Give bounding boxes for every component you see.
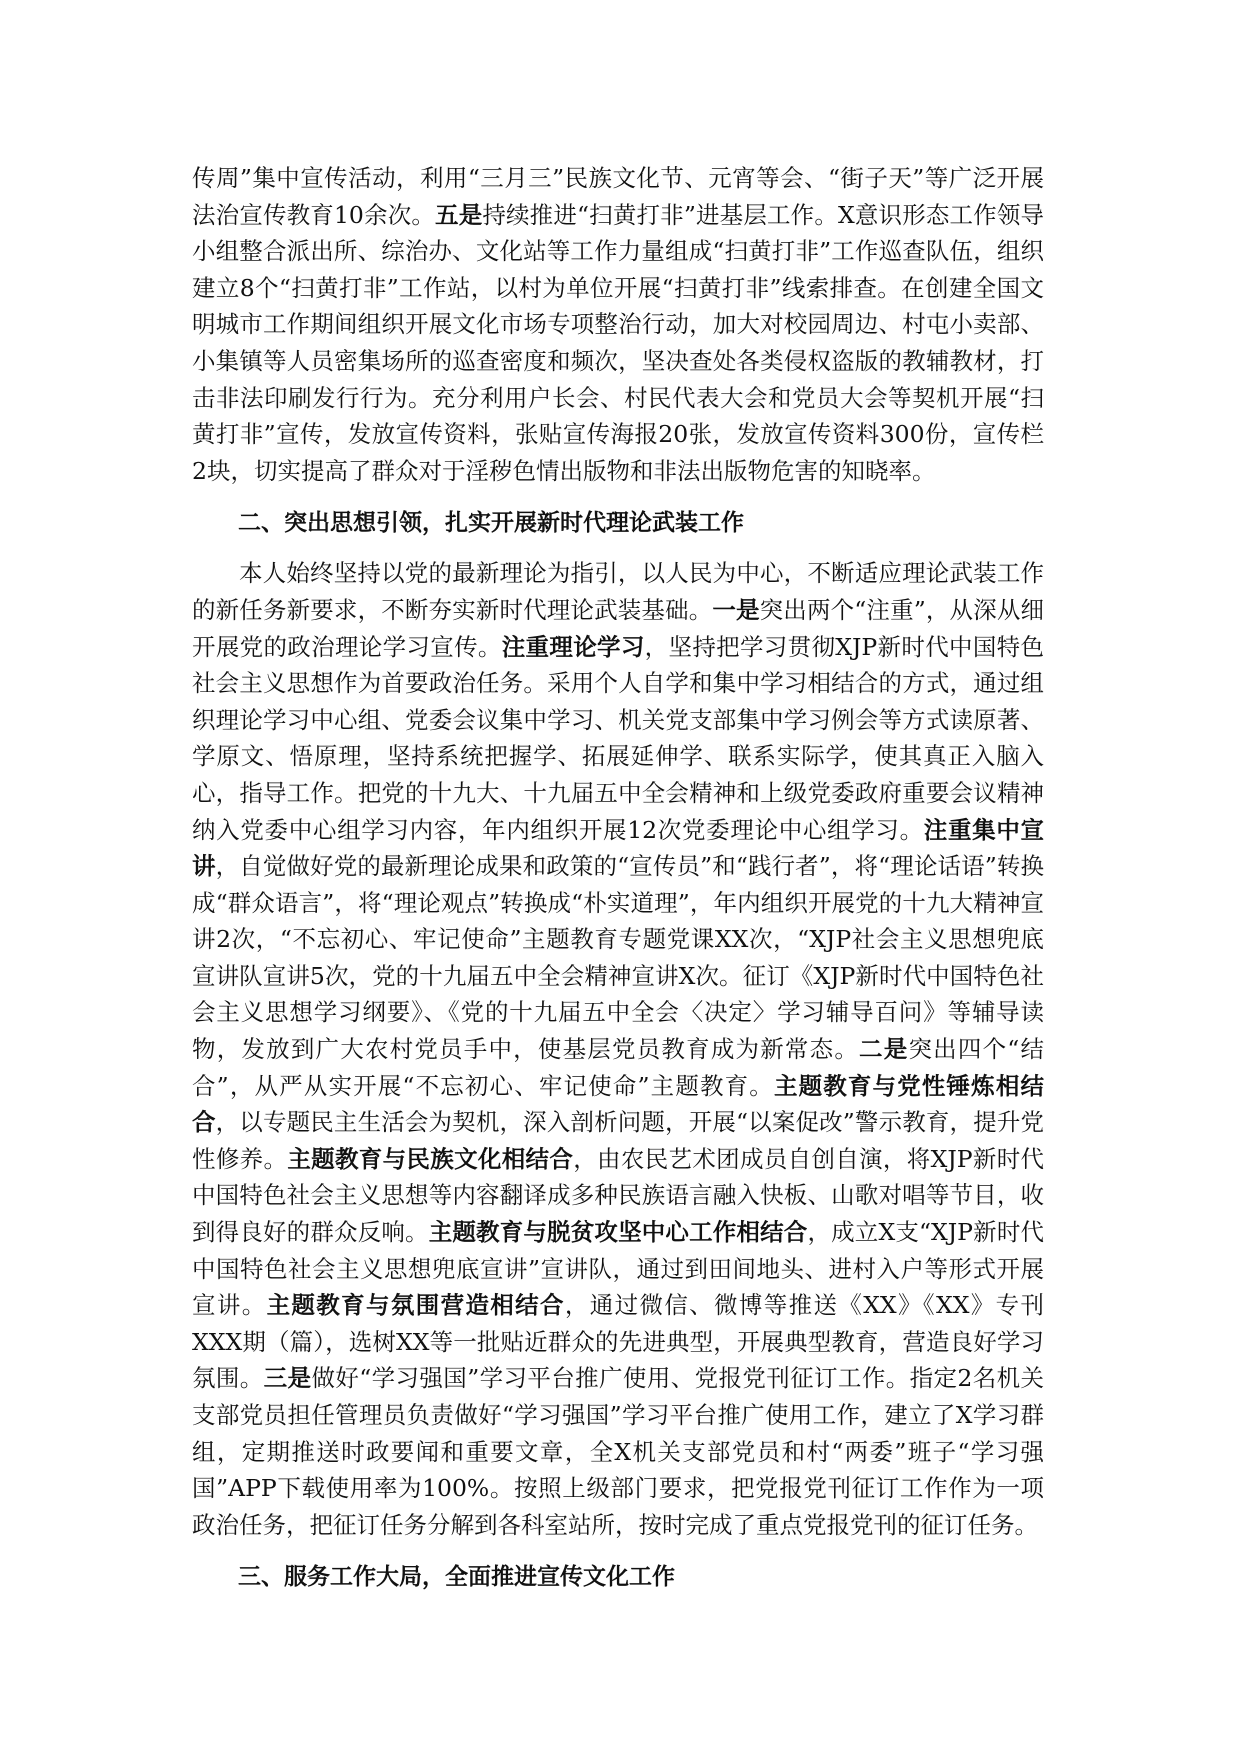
body-paragraph	[192, 160, 1044, 489]
paragraph-text: ，通过微信、微博等推送《XX》《XX》专刊XXX期（篇），选树XX等一批贴近群众的先进典型，开展典型教育，营造良好学习氛围。	[192, 1291, 1045, 1393]
bold-emphasis: 主题教育与氛围营造相结合	[266, 1291, 565, 1320]
bold-emphasis: 注重理论学习	[501, 632, 645, 661]
section-heading-2: 二、突出思想引领，扎实开展新时代理论武装工作	[238, 510, 744, 537]
bold-emphasis: 三是	[263, 1364, 312, 1393]
paragraph-text: ，坚持把学习贯彻XJP新时代中国特色社会主义思想作为首要政治任务。采用个人自学和集中学习相结合的方式，通过组织理论学习中心组、党委会议集中学习、机关党支部集中学习例会等方式读原著、学原文、悟原理，坚持系统把握学、拓展延伸学、联系实际学，使其真正入脑入心，指导工作。把党的十九大、十九届五中全会精神和上级党委政府重要会议精神纳入党委中心组学习内容，年内组织开展12次党委理论中心组学习。	[192, 632, 1045, 844]
bold-emphasis: 主题教育与党性锤炼相结合	[192, 1071, 1044, 1137]
paragraph-text: 传周”集中宣传活动，利用“三月三”民族文化节、元宵等会、“街子天”等广泛开展法治宣传教育10余次。	[192, 164, 1044, 229]
paragraph-text: 本人始终坚持以党的最新理论为指引，以人民为中心，不断适应理论武装工作的新任务新要求，不断夯实新时代理论武装基础。	[192, 559, 1044, 624]
body-paragraph	[192, 555, 1044, 1543]
paragraph-text: ，成立X支“XJP新时代中国特色社会主义思想兜底宣讲”宣讲队，通过到田间地头、进村入户等形式开展宣讲。	[192, 1218, 1045, 1320]
document-body	[192, 160, 1044, 1609]
paragraph-text: 突出两个“注重”，从深从细开展党的政治理论学习宣传。	[192, 595, 1045, 661]
paragraph-text: ，由农民艺术团成员自创自演，将XJP新时代中国特色社会主义思想等内容翻译成多种民族语言融入快板、山歌对唱等节目，收到得良好的群众反响。	[192, 1144, 1045, 1247]
bold-emphasis: 主题教育与脱贫攻坚中心工作相结合	[428, 1218, 808, 1247]
section-heading-3: 三、服务工作大局，全面推进宣传文化工作	[238, 1564, 675, 1591]
bold-emphasis: 注重集中宣讲	[192, 815, 1044, 881]
bold-emphasis: 五是	[435, 200, 483, 229]
paragraph-text: ，自觉做好党的最新理论成果和政策的“宣传员”和“践行者”，将“理论话语”转换成“群众语言”，将“理论观点”转换成“朴实道理”，年内组织开展党的十九大精神宣讲2次，“不忘初心、牢记使命”主题教育专题党课XX次，“XJP社会主义思想兜底宣讲队宣讲5次，党的十九届五中全会精神宣讲X次。征订《XJP新时代中国特色社会主义思想学习纲要》、《党的十九届五中全会〈决定〉学习辅导百问》等辅导读物，发放到广大农村党员手中，使基层党员教育成为新常态。	[192, 852, 1044, 1064]
paragraph-text: ，以专题民主生活会为契机，深入剖析问题，开展“以案促改”警示教育，提升党性修养。	[192, 1108, 1044, 1173]
paragraph-text: 做好“学习强国”学习平台推广使用、党报党刊征订工作。指定2名机关支部党员担任管理员负责做好“学习强国”学习平台推广使用工作，建立了X学习群组，定期推送时政要闻和重要文章，全X机关支部党员和村“两委”班子“学习强国”APP下载使用率为100%。按照上级部门要求，把党报党刊征订工作作为一项政治任务，把征订任务分解到各科室站所，按时完成了重点党报党刊的征订任务。	[192, 1364, 1045, 1539]
bold-emphasis: 一是	[712, 595, 760, 624]
paragraph-text: 突出四个“结合”，从严从实开展“不忘初心、牢记使命”主题教育。	[192, 1035, 1045, 1100]
paragraph-text: 持续推进“扫黄打非”进基层工作。X意识形态工作领导小组整合派出所、综治办、文化站等工作力量组成“扫黄打非”工作巡查队伍，组织建立8个“扫黄打非”工作站，以村为单位开展“扫黄打非”线索排查。在创建全国文明城市工作期间组织开展文化市场专项整治行动，加大对校园周边、村屯小卖部、小集镇等人员密集场所的巡查密度和频次，坚决查处各类侵权盗版的教辅教材，打击非法印刷发行行为。充分利用户长会、村民代表大会和党员大会等契机开展“扫黄打非”宣传，发放宣传资料，张贴宣传海报20张，发放宣传资料300份，宣传栏2块，切实提高了群众对于淫秽色情出版物和非法出版物危害的知晓率。	[192, 200, 1045, 485]
bold-emphasis: 二是	[859, 1035, 909, 1064]
bold-emphasis: 主题教育与民族文化相结合	[287, 1144, 574, 1173]
